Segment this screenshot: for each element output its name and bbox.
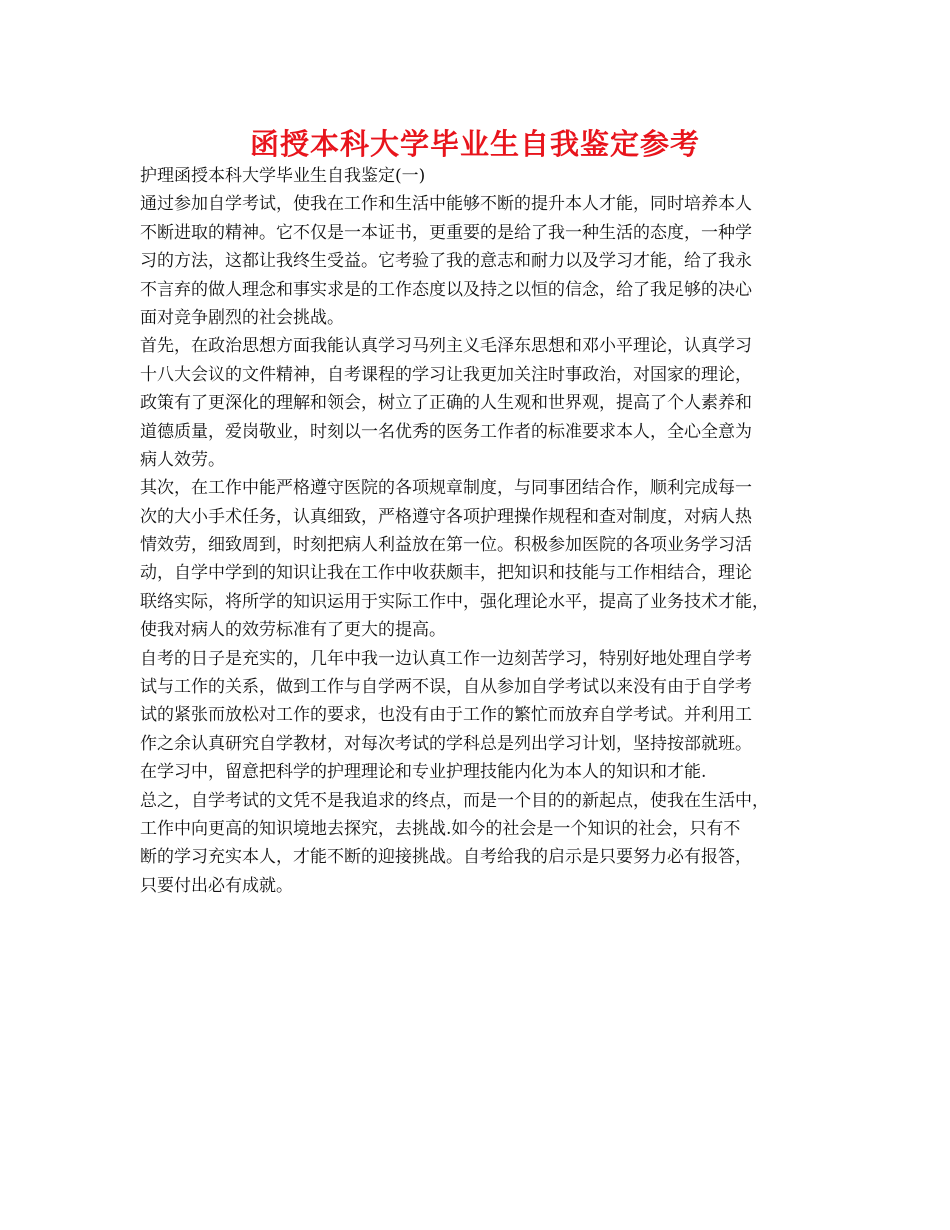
paragraph-line: 只要付出必有成就。 xyxy=(140,875,293,896)
paragraph-line: 政策有了更深化的理解和领会，树立了正确的人生观和世界观，提高了个人素养和 xyxy=(140,393,752,414)
paragraph-line: 使我对病人的效劳标准有了更大的提高。 xyxy=(140,620,446,641)
paragraph-line: 情效劳，细致周到，时刻把病人利益放在第一位。积极参加医院的各项业务学习活 xyxy=(140,535,752,556)
paragraph-line: 动，自学中学到的知识让我在工作中收获颇丰，把知识和技能与工作相结合，理论 xyxy=(140,563,752,584)
paragraph-line: 不断进取的精神。它不仅是一本证书，更重要的是给了我一种生活的态度，一种学 xyxy=(140,222,752,243)
paragraph-work xyxy=(140,474,826,644)
paragraph-line: 联络实际，将所学的知识运用于实际工作中，强化理论水平，提高了业务技术才能， xyxy=(140,591,769,612)
paragraph-study xyxy=(140,645,826,759)
document-title: 函授本科大学毕业生自我鉴定参考 xyxy=(249,127,700,161)
document-body xyxy=(140,162,826,900)
paragraph-line: 道德质量，爱岗敬业，时刻以一名优秀的医务工作者的标准要求本人，全心全意为 xyxy=(140,421,752,442)
paragraph-line: 试与工作的关系，做到工作与自学两不误，自从参加自学考试以来没有由于自学考 xyxy=(140,677,752,698)
paragraph-line: 试的紧张而放松对工作的要求，也没有由于工作的繁忙而放弃自学考试。并利用工 xyxy=(140,705,752,726)
paragraph-line: 自考的日子是充实的，几年中我一边认真工作一边刻苦学习，特别好地处理自学考 xyxy=(140,648,752,669)
paragraph-line: 首先，在政治思想方面我能认真学习马列主义毛泽东思想和邓小平理论，认真学习 xyxy=(140,336,752,357)
paragraph-politics xyxy=(140,332,826,474)
paragraph-intro xyxy=(140,190,826,332)
paragraph-line: 通过参加自学考试，使我在工作和生活中能够不断的提升本人才能，同时培养本人 xyxy=(140,194,752,215)
paragraph-line: 病人效劳。 xyxy=(140,449,225,470)
paragraph-conclusion xyxy=(140,787,826,901)
paragraph-line: 作之余认真研究自学教材，对每次考试的学科总是列出学习计划，坚持按部就班。 xyxy=(140,733,752,754)
document-subtitle: 护理函授本科大学毕业生自我鉴定(一) xyxy=(140,166,426,186)
paragraph-line: 在学习中，留意把科学的护理理论和专业护理技能内化为本人的知识和才能. xyxy=(140,762,707,783)
paragraph-line: 其次，在工作中能严格遵守医院的各项规章制度，与同事团结合作，顺利完成每一 xyxy=(140,478,752,499)
paragraph-line: 总之，自学考试的文凭不是我追求的终点，而是一个目的的新起点，使我在生活中， xyxy=(140,790,769,811)
paragraph-line: 习的方法，这都让我终生受益。它考验了我的意志和耐力以及学习才能，给了我永 xyxy=(140,251,752,272)
paragraph-learning xyxy=(140,758,826,786)
paragraph-line: 工作中向更高的知识境地去探究，去挑战.如今的社会是一个知识的社会，只有不 xyxy=(140,818,741,839)
paragraph-line: 面对竞争剧烈的社会挑战。 xyxy=(140,307,344,328)
paragraph-line: 断的学习充实本人，才能不断的迎接挑战。自考给我的启示是只要努力必有报答， xyxy=(140,847,752,868)
paragraph-line: 不言弃的做人理念和事实求是的工作态度以及持之以恒的信念，给了我足够的决心 xyxy=(140,279,752,300)
paragraph-line: 次的大小手术任务，认真细致，严格遵守各项护理操作规程和查对制度，对病人热 xyxy=(140,506,752,527)
paragraph-line: 十八大会议的文件精神，自考课程的学习让我更加关注时事政治，对国家的理论， xyxy=(140,364,752,385)
